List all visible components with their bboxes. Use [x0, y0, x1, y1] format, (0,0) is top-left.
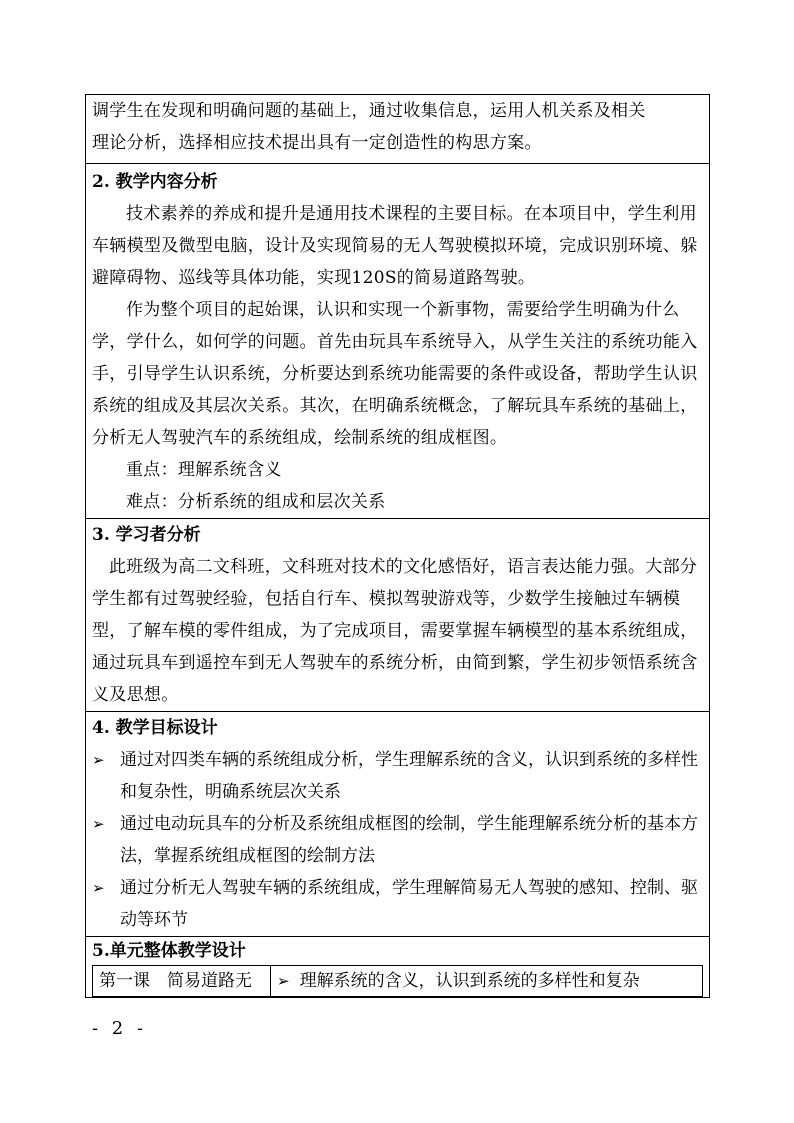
content-analysis-paragraph-1: 技术素养的养成和提升是通用技术课程的主要目标。在本项目中，学生利用车辆模型及微型电脑，设计及实现简易的无人驾驶模拟环境，完成识别环境、躲避障碍物、巡线等具体功能，实现120S的简易道路驾驶。 [92, 204, 698, 288]
objective-text: 通过电动玩具车的分析及系统组成框图的绘制，学生能理解系统分析的基本方法，掌握系统组成框图的绘制方法 [120, 814, 698, 866]
objective-item [92, 872, 703, 936]
objectives-heading: 4. 教学目标设计 [92, 718, 218, 738]
unit-design-table [92, 965, 703, 997]
content-analysis-paragraph-2: 作为整个项目的起始课，认识和实现一个新事物，需要给学生明确为什么学，学什么，如何学的问题。首先由玩具车系统导入，从学生关注的系统功能入手，引导学生认识系统，分析要达到系统功能需要的条件或设备，帮助学生认识系统的组成及其层次关系。其次，在明确系统概念，了解玩具车系统的基础上，分析无人驾驶汽车的系统组成，绘制系统的组成框图。 [92, 300, 698, 448]
learner-analysis-paragraph: 此班级为高二文科班，文科班对技术的文化感悟好，语言表达能力强。大部分学生都有过驾驶经验，包括自行车、模拟驾驶游戏等，少数学生接触过车辆模型，了解车模的零件组成，为了完成项目，需要掌握车辆模型的基本系统组成，通过玩具车到遥控车到无人驾驶车的系统分析，由简到繁，学生初步领悟系统含义及思想。 [92, 557, 698, 705]
objectives-row [86, 712, 710, 937]
learner-analysis-row [86, 519, 710, 712]
lesson-goal-cell [271, 966, 703, 997]
lesson-name-cell: 第一课 简易道路无 [93, 966, 271, 997]
content-analysis-heading: 2. 教学内容分析 [92, 172, 218, 192]
arrow-bullet-icon: ➢ [92, 815, 105, 833]
unit-design-row [86, 937, 710, 998]
objective-text: 通过分析无人驾驶车辆的系统组成，学生理解简易无人驾驶的感知、控制、驱动等环节 [120, 878, 698, 930]
arrow-bullet-icon: ➢ [92, 751, 105, 769]
page-number: - 2 - [92, 1018, 148, 1039]
intro-line-2: 理论分析，选择相应技术提出具有一定创造性的构思方案。 [92, 133, 542, 153]
intro-row [86, 95, 710, 164]
lesson-goal-text: 理解系统的含义，认识到系统的多样性和复杂 [299, 971, 640, 991]
key-point: 重点：理解系统含义 [126, 460, 282, 480]
intro-line-1: 调学生在发现和明确问题的基础上，通过收集信息，运用人机关系及相关 [92, 101, 646, 121]
objective-item [92, 808, 703, 872]
arrow-bullet-icon: ➢ [277, 972, 290, 990]
objective-item [92, 744, 703, 808]
difficulty-point: 难点：分析系统的组成和层次关系 [126, 492, 386, 512]
unit-design-table-row [93, 966, 703, 997]
unit-design-heading: 5.单元整体教学设计 [92, 941, 246, 961]
lesson-plan-table [85, 94, 710, 998]
arrow-bullet-icon: ➢ [92, 879, 105, 897]
learner-analysis-heading: 3. 学习者分析 [92, 525, 201, 545]
objective-text: 通过对四类车辆的系统组成分析，学生理解系统的含义，认识到系统的多样性和复杂性，明确系统层次关系 [120, 750, 698, 802]
content-analysis-row [86, 164, 710, 519]
